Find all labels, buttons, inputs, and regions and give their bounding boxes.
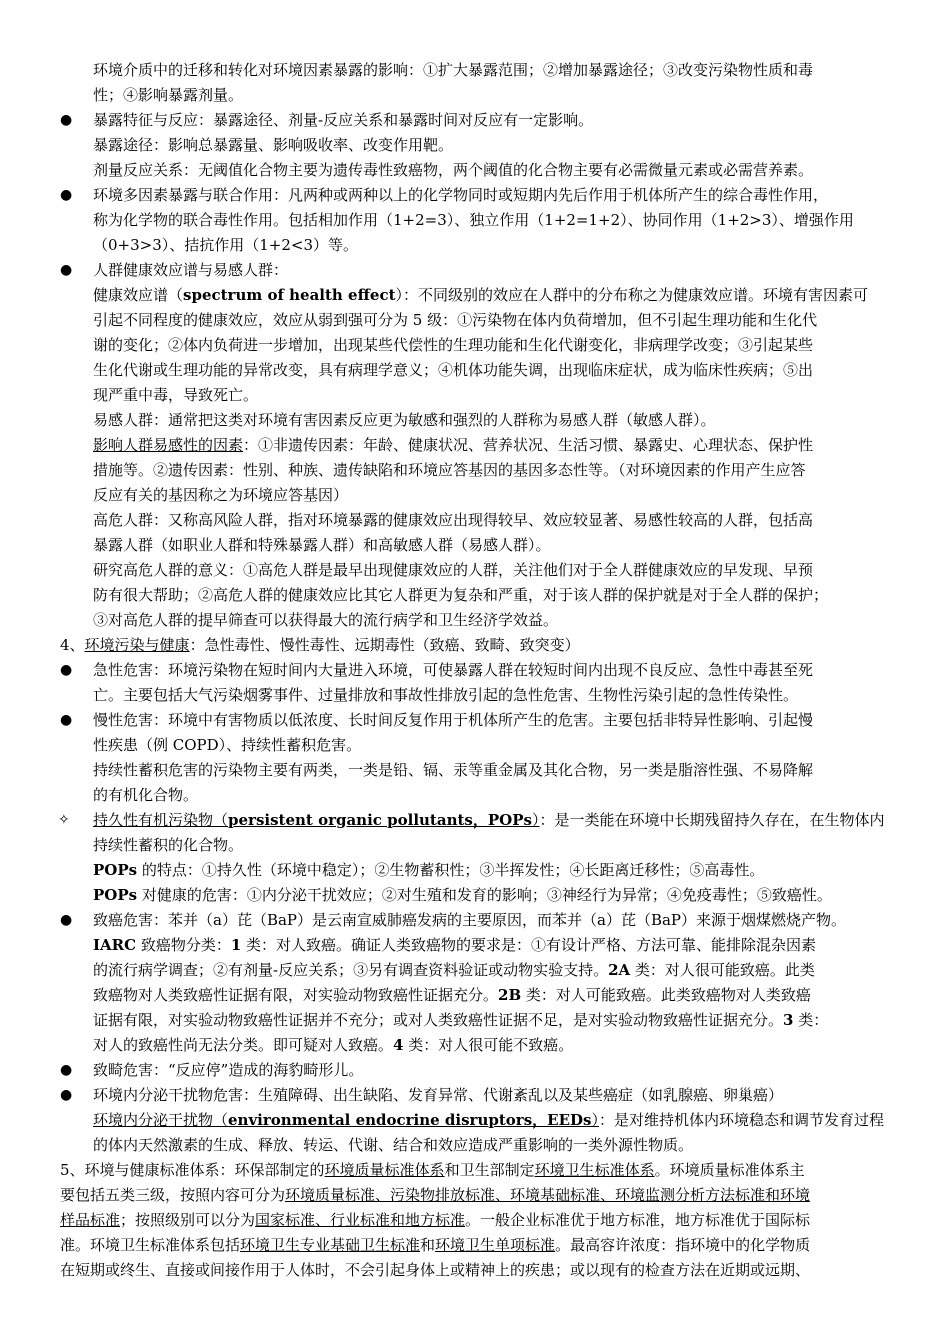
- text-line: [93, 985, 811, 1005]
- text-seg: ：是对维持机体内环境稳态和调节发育过程: [598, 1111, 884, 1129]
- text-seg: 5、环境与健康标准体系：环保部制定的: [60, 1161, 325, 1179]
- text-seg: ：急性毒性、慢性毒性、远期毒性（致癌、致畸、致突变）: [189, 636, 580, 654]
- underlined-term: 环境污染与健康: [84, 636, 190, 654]
- text-line: 反应有关的基因称之为环境应答基因）: [93, 486, 349, 504]
- text-seg: 。环境质量标准体系主: [654, 1161, 805, 1179]
- text-line: [93, 435, 813, 455]
- text-line: 的体内天然激素的生成、释放、转运、代谢、结合和效应造成严重影响的一类外源性物质。: [93, 1136, 694, 1154]
- underlined-term: 影响人群易感性的因素: [93, 436, 244, 454]
- text-line: 慢性危害：环境中有害物质以低浓度、长时间反复作用于机体所产生的危害。主要包括非特异性影响、引起慢: [93, 711, 814, 729]
- term-bold: 1: [230, 936, 242, 954]
- text-line: [93, 1035, 573, 1055]
- text-line: [93, 885, 832, 905]
- text-seg: ；按照级别可以分为: [120, 1211, 256, 1229]
- bullet-diamond-icon: ✧: [58, 812, 70, 828]
- text-seg: 类：对人很可能不致癌。: [403, 1036, 574, 1054]
- bullet-dot-icon: ●: [60, 1087, 73, 1103]
- text-seg: 。最高容许浓度：指环境中的化学物质: [555, 1236, 811, 1254]
- section-heading: [60, 1160, 805, 1180]
- term-bold: POPs: [93, 861, 138, 879]
- text-seg: 类：对人很可能致癌。此类: [630, 961, 815, 979]
- text-line: 环境内分泌干扰物危害：生殖障碍、出生缺陷、发育异常、代谢紊乱以及某些癌症（如乳腺癌、卵巢癌）: [93, 1086, 784, 1104]
- text-seg: 证据有限，对实验动物致癌性证据并不充分；或对人类致癌性证据不足，是对实验动物致癌性证据充分。: [93, 1011, 784, 1029]
- term-bold: 2B: [498, 986, 522, 1004]
- text-line: [93, 1110, 884, 1130]
- term-bold: 2A: [608, 961, 631, 979]
- text-seg: 类：对人致癌。确证人类致癌物的要求是：①有设计严格、方法可靠、能排除混杂因素: [241, 936, 817, 954]
- text-seg: 的流行病学调查；②有剂量-反应关系；③另有调查资料验证或动物实验支持。: [93, 961, 609, 979]
- underlined-term: 持久性有机污染物（: [93, 811, 229, 829]
- text-line: 致畸危害：“反应停”造成的海豹畸形儿。: [93, 1061, 364, 1079]
- text-line: 人群健康效应谱与易感人群：: [93, 261, 289, 279]
- text-line: 环境多因素暴露与联合作用：凡两种或两种以上的化学物同时或短期内先后作用于机体所产生的综合毒性作用，: [93, 186, 829, 204]
- text-line: [93, 285, 868, 305]
- underlined-term: ）: [591, 1111, 599, 1129]
- text-line: [93, 935, 816, 955]
- text-seg: 和卫生部制定: [444, 1161, 535, 1179]
- bullet-dot-icon: ●: [60, 912, 73, 928]
- text-line: 性；④影响暴露剂量。: [93, 86, 244, 104]
- text-line: [60, 1185, 810, 1205]
- text-line: 剂量反应关系：无阈值化合物主要为遗传毒性致癌物，两个阈值的化合物主要有必需微量元素或必需营养素。: [93, 161, 814, 179]
- text-line: 在短期或终生、直接或间接作用于人体时，不会引起身体上或精神上的疾患；或以现有的检查方法在近期或远期、: [60, 1261, 811, 1279]
- text-seg: 对人的致癌性尚无法分类。即可疑对人致癌。: [93, 1036, 394, 1054]
- text-line: 称为化学物的联合毒性作用。包括相加作用（1+2=3）、独立作用（1+2=1+2）、协同作用（1+2>3）、增强作用: [93, 211, 854, 229]
- text-seg: 类：: [793, 1011, 829, 1029]
- text-line: [93, 860, 764, 880]
- text-line: 引起不同程度的健康效应，效应从弱到强可分为 5 级：①污染物在体内负荷增加，但不引起生理功能和生化代: [93, 311, 818, 329]
- text-line: 高危人群：又称高风险人群，指对环境暴露的健康效应出现得较早、效应较显著、易感性较高的人群，包括高: [93, 511, 814, 529]
- text-line: 暴露人群（如职业人群和特殊暴露人群）和高敏感人群（易感人群）。: [93, 536, 551, 554]
- text-line: [60, 1235, 810, 1255]
- text-line: 环境介质中的迁移和转化对环境因素暴露的影响：①扩大暴露范围；②增加暴露途径；③改变污染物性质和毒: [93, 61, 814, 79]
- text-line: 措施等。②遗传因素：性别、种族、遗传缺陷和环境应答基因的基因多态性等。（对环境因素的作用产生应答: [93, 461, 806, 479]
- term-english: persistent organic pollutants，POPs: [228, 811, 532, 829]
- text-seg: 。一般企业标准优于地方标准，地方标准优于国际标: [465, 1211, 811, 1229]
- term-bold: IARC: [93, 936, 137, 954]
- text-seg: 准。环境卫生标准体系包括: [60, 1236, 241, 1254]
- term-bold: POPs: [93, 886, 138, 904]
- text-line: 持续性蓄积的化合物。: [93, 836, 244, 854]
- text-line: 研究高危人群的意义：①高危人群是最早出现健康效应的人群，关注他们对于全人群健康效应的早发现、早预: [93, 561, 814, 579]
- text-seg: 要包括五类三级，按照内容可分为: [60, 1186, 286, 1204]
- underlined-term: 环境卫生单项标准: [435, 1236, 556, 1254]
- text-line: 性疾患（例 COPD）、持续性蓄积危害。: [93, 736, 362, 754]
- text-line: [93, 810, 884, 830]
- text-line: 急性危害：环境污染物在短时间内大量进入环境，可使暴露人群在较短时间内出现不良反应、急性中毒甚至死: [93, 661, 814, 679]
- underlined-term: 环境卫生标准体系: [534, 1161, 655, 1179]
- text-line: 暴露特征与反应：暴露途径、剂量-反应关系和暴露时间对反应有一定影响。: [93, 111, 594, 129]
- text-seg: 类：对人可能致癌。此类致癌物对人类致癌: [521, 986, 811, 1004]
- text-line: 持续性蓄积危害的污染物主要有两类，一类是铅、镉、汞等重金属及其化合物，另一类是脂溶性强、不易降解: [93, 761, 814, 779]
- underlined-term: 环境卫生专业基础卫生标准: [240, 1236, 421, 1254]
- text-line: 防有很大帮助；②高危人群的健康效应比其它人群更为复杂和严重，对于该人群的保护就是对于全人群的保护；: [93, 586, 829, 604]
- bullet-dot-icon: ●: [60, 662, 73, 678]
- underlined-term: ）: [531, 811, 540, 829]
- text-line: 生化代谢或生理功能的异常改变，具有病理学意义；④机体功能失调，出现临床症状，成为临床性疾病；⑤出: [93, 361, 814, 379]
- bullet-dot-icon: ●: [60, 112, 73, 128]
- text-line: 易感人群：通常把这类对环境有害因素反应更为敏感和强烈的人群称为易感人群（敏感人群）。: [93, 411, 716, 429]
- text-line: [93, 1010, 828, 1030]
- text-seg: ：①非遗传因素：年龄、健康状况、营养状况、生活习惯、暴露史、心理状态、保护性: [243, 436, 814, 454]
- text-seg: 致癌物分类：: [136, 936, 231, 954]
- text-line: ③对高危人群的提早筛查可以获得最大的流行病学和卫生经济学效益。: [93, 611, 559, 629]
- bullet-dot-icon: ●: [60, 187, 73, 203]
- text-seg: ：是一类能在环境中长期残留持久存在，在生物体内: [539, 811, 885, 829]
- underlined-term: 环境质量标准、污染物排放标准、环境基础标准、环境监测分析方法标准和环境: [285, 1186, 811, 1204]
- text-line: 现严重中毒，导致死亡。: [93, 386, 259, 404]
- underlined-term: 环境内分泌干扰物（: [93, 1111, 229, 1129]
- bullet-dot-icon: ●: [60, 712, 73, 728]
- text-line: 暴露途径：影响总暴露量、影响吸收率、改变作用靶。: [93, 136, 454, 154]
- text-seg: 4、: [60, 636, 85, 654]
- text-line: 谢的变化；②体内负荷进一步增加，出现某些代偿性的生理功能和生化代谢变化，非病理学改变；③引起某些: [93, 336, 814, 354]
- text-line: [93, 960, 815, 980]
- bullet-dot-icon: ●: [60, 262, 73, 278]
- text-line: 的有机化合物。: [93, 786, 199, 804]
- underlined-term: 环境质量标准体系: [324, 1161, 445, 1179]
- text-seg: 致癌物对人类致癌性证据有限，对实验动物致癌性证据充分。: [93, 986, 499, 1004]
- text-line: （0+3>3）、拮抗作用（1+2<3）等。: [93, 236, 359, 254]
- term-bold: 3: [783, 1011, 794, 1029]
- text-line: 致癌危害：苯并（a）芘（BaP）是云南宣威肺癌发病的主要原因，而苯并（a）芘（BaP）来源于烟煤燃烧产物。: [93, 911, 847, 929]
- section-heading: [60, 635, 580, 655]
- text-seg: ）：不同级别的效应在人群中的分布称之为健康效应谱。环境有害因素可: [395, 286, 869, 304]
- underlined-term: 国家标准、行业标准和地方标准: [255, 1211, 466, 1229]
- bullet-dot-icon: ●: [60, 1062, 73, 1078]
- text-seg: 的特点：①持久性（环境中稳定）；②生物蓄积性；③半挥发性；④长距离迁移性；⑤高毒性。: [137, 861, 765, 879]
- text-seg: 健康效应谱（: [93, 286, 184, 304]
- text-seg: 和: [420, 1236, 436, 1254]
- term-english: environmental endocrine disruptors，EEDs: [228, 1111, 592, 1129]
- term-bold: 4: [393, 1036, 404, 1054]
- underlined-term: 样品标准: [60, 1211, 121, 1229]
- text-line: [60, 1210, 810, 1230]
- term-english: spectrum of health effect: [183, 286, 396, 304]
- text-line: 亡。主要包括大气污染烟雾事件、过量排放和事故性排放引起的急性危害、生物性污染引起的急性传染性。: [93, 686, 799, 704]
- text-seg: 对健康的危害：①内分泌干扰效应；②对生殖和发育的影响；③神经行为异常；④免疫毒性；⑤致癌性。: [137, 886, 832, 904]
